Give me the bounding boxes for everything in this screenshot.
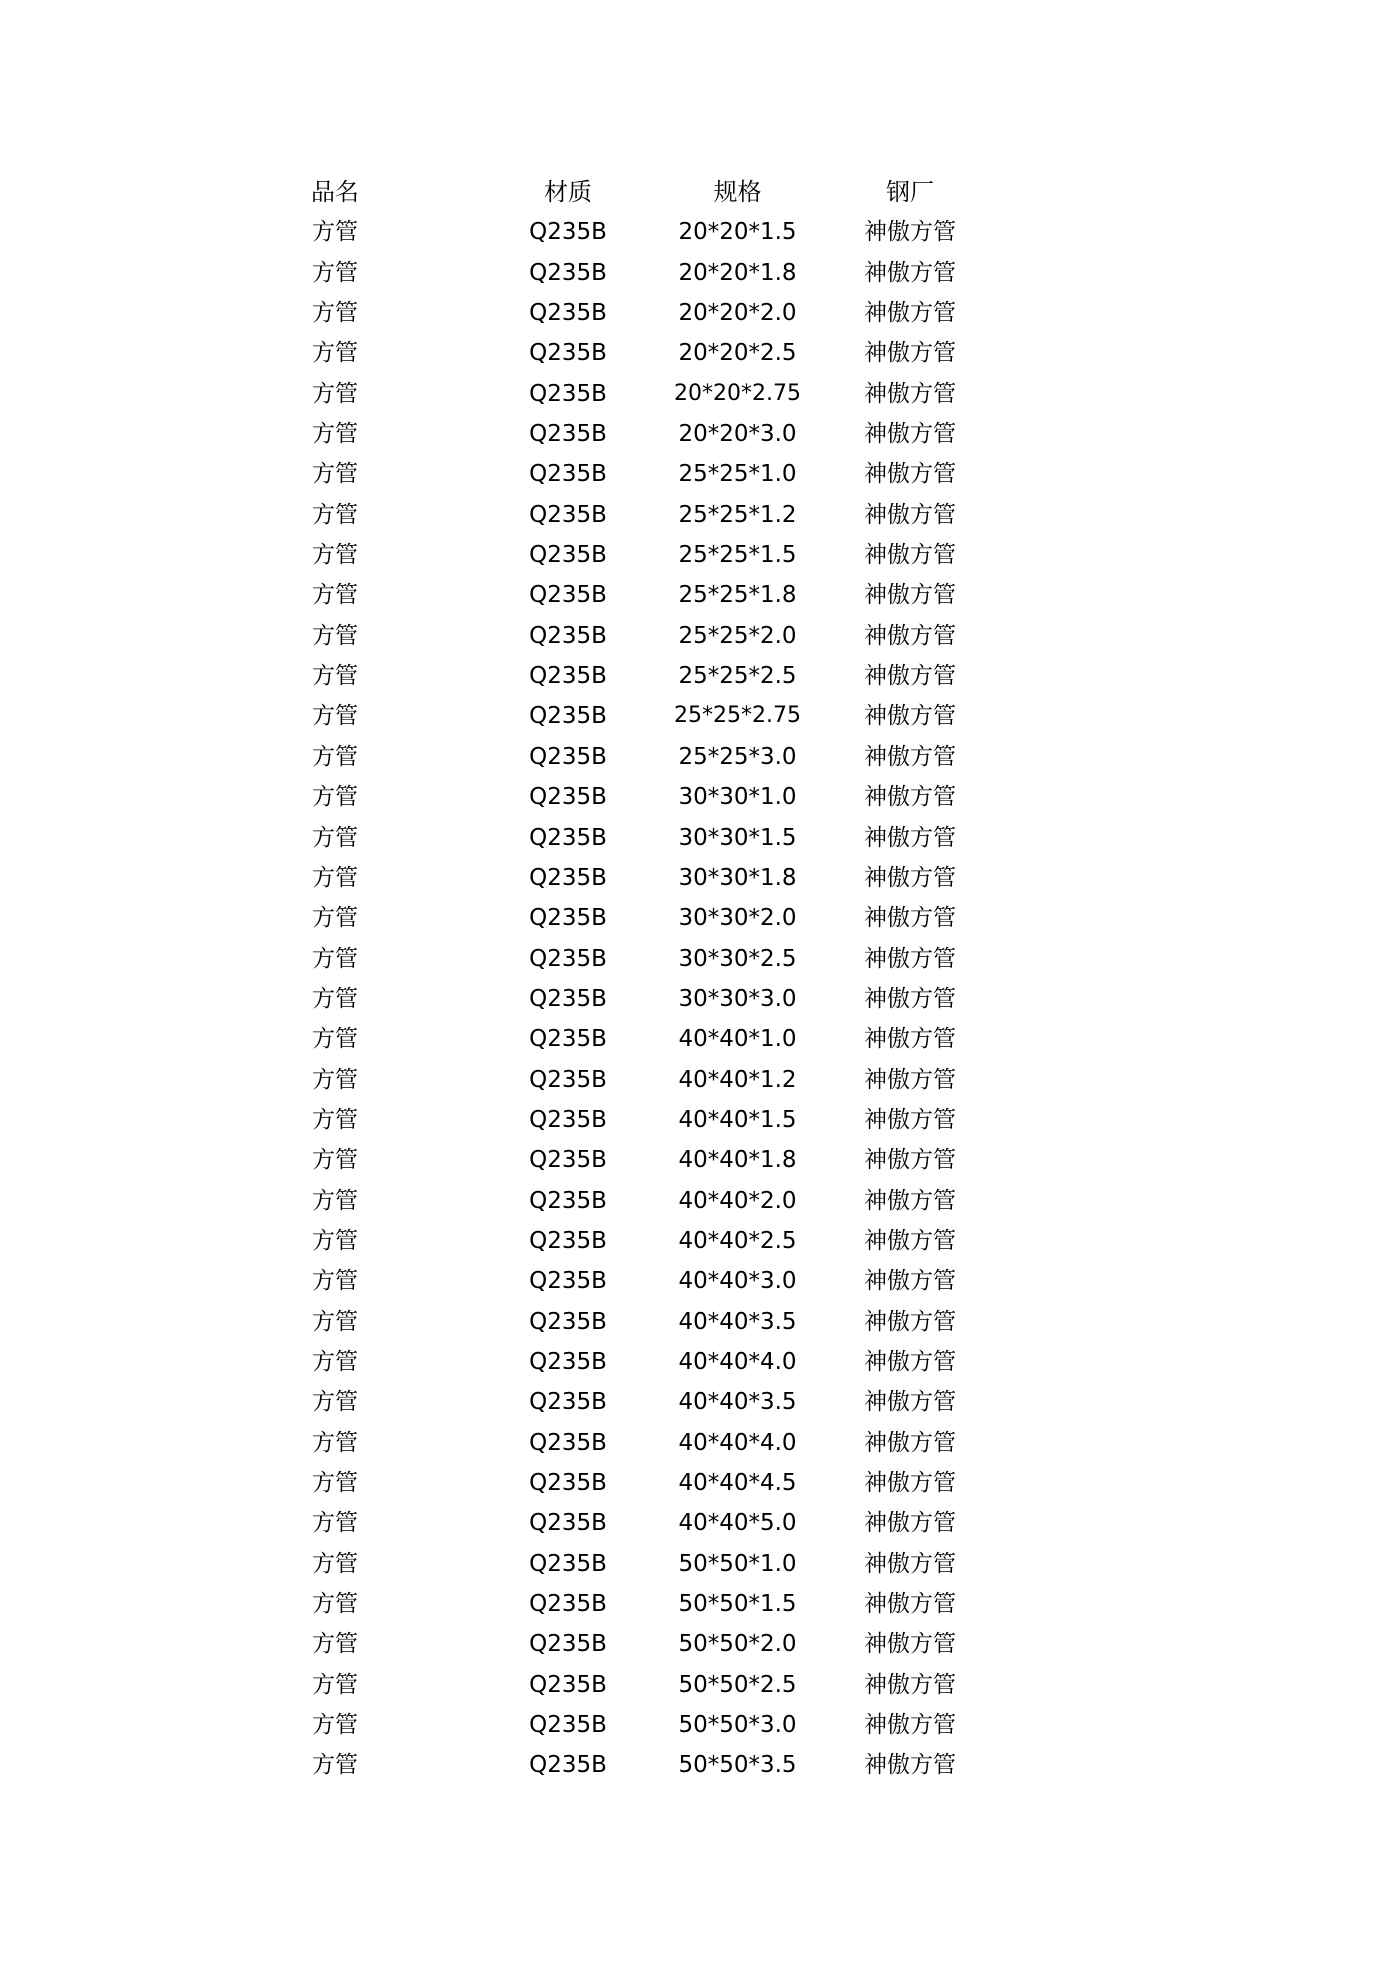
cell-specification: 40*40*3.0 <box>678 1268 797 1295</box>
table-row <box>300 1624 1000 1664</box>
cell-steel-mill: 神傲方管 <box>864 1268 956 1295</box>
table-row <box>300 212 1000 252</box>
table-row <box>300 535 1000 575</box>
table-row <box>300 1140 1000 1180</box>
cell-specification: 50*50*3.0 <box>678 1712 797 1739</box>
cell-steel-mill: 神傲方管 <box>864 380 956 407</box>
cell-material: Q235B <box>529 1389 607 1416</box>
cell-specification: 50*50*2.0 <box>678 1631 797 1658</box>
cell-product-name: 方管 <box>312 784 358 811</box>
cell-specification: 20*20*1.5 <box>678 219 797 246</box>
cell-product-name: 方管 <box>312 1106 358 1133</box>
cell-steel-mill: 神傲方管 <box>864 703 956 730</box>
cell-specification: 30*30*2.5 <box>678 945 797 972</box>
cell-steel-mill: 神傲方管 <box>864 1026 956 1053</box>
cell-product-name: 方管 <box>312 1348 358 1375</box>
cell-material: Q235B <box>529 985 607 1012</box>
cell-material: Q235B <box>529 1187 607 1214</box>
cell-specification: 40*40*1.0 <box>678 1026 797 1053</box>
cell-product-name: 方管 <box>312 1389 358 1416</box>
cell-steel-mill: 神傲方管 <box>864 1550 956 1577</box>
cell-material: Q235B <box>529 1470 607 1496</box>
cell-specification: 40*40*2.0 <box>678 1187 797 1214</box>
cell-steel-mill: 神傲方管 <box>864 340 956 367</box>
cell-product-name: 方管 <box>312 501 358 528</box>
cell-specification: 20*20*2.75 <box>674 380 801 406</box>
table-row <box>300 1181 1000 1221</box>
table-row <box>300 1221 1000 1261</box>
cell-product-name: 方管 <box>312 219 358 246</box>
cell-product-name: 方管 <box>312 1147 358 1174</box>
cell-material: Q235B <box>529 1147 607 1174</box>
cell-steel-mill: 神傲方管 <box>864 1671 956 1698</box>
cell-steel-mill: 神傲方管 <box>864 1308 956 1335</box>
cell-product-name: 方管 <box>312 340 358 367</box>
cell-steel-mill: 神傲方管 <box>864 1591 956 1618</box>
cell-steel-mill: 神傲方管 <box>864 1227 956 1254</box>
cell-material: Q235B <box>529 1712 607 1739</box>
cell-specification: 30*30*1.0 <box>678 784 797 811</box>
cell-material: Q235B <box>529 945 607 972</box>
table-row <box>300 1100 1000 1140</box>
cell-product-name: 方管 <box>312 380 358 407</box>
cell-steel-mill: 神傲方管 <box>864 1510 956 1537</box>
cell-material: Q235B <box>529 703 607 730</box>
column-header-specification: 规格 <box>713 178 762 206</box>
cell-material: Q235B <box>529 1550 607 1577</box>
table-row <box>300 656 1000 696</box>
table-row <box>300 1261 1000 1301</box>
cell-steel-mill: 神傲方管 <box>864 501 956 528</box>
cell-specification: 40*40*4.0 <box>678 1429 797 1456</box>
cell-specification: 25*25*2.75 <box>674 703 801 729</box>
cell-product-name: 方管 <box>312 1591 358 1618</box>
column-header-steel-mill: 钢厂 <box>886 178 934 206</box>
table-row <box>300 979 1000 1019</box>
column-header-product-name: 品名 <box>311 178 359 206</box>
cell-product-name: 方管 <box>312 864 358 891</box>
table-row <box>300 575 1000 615</box>
column-header-material: 材质 <box>544 178 592 206</box>
cell-product-name: 方管 <box>312 622 358 649</box>
cell-product-name: 方管 <box>312 824 358 851</box>
cell-steel-mill: 神傲方管 <box>864 1631 956 1658</box>
table-row <box>300 1060 1000 1100</box>
cell-specification: 25*25*2.5 <box>678 663 797 690</box>
cell-product-name: 方管 <box>312 1066 358 1093</box>
table-row <box>300 414 1000 454</box>
cell-material: Q235B <box>529 824 607 851</box>
cell-material: Q235B <box>529 421 607 448</box>
table-row <box>300 1382 1000 1422</box>
cell-specification: 40*40*4.0 <box>678 1348 797 1375</box>
cell-product-name: 方管 <box>312 1470 358 1496</box>
cell-specification: 20*20*3.0 <box>678 421 797 448</box>
table-row <box>300 1544 1000 1584</box>
cell-product-name: 方管 <box>312 1550 358 1577</box>
cell-material: Q235B <box>529 1752 607 1779</box>
table-row <box>300 858 1000 898</box>
cell-steel-mill: 神傲方管 <box>864 622 956 649</box>
cell-specification: 20*20*2.0 <box>678 300 797 327</box>
cell-specification: 30*30*1.8 <box>678 864 797 891</box>
table-row <box>300 1302 1000 1342</box>
cell-material: Q235B <box>529 1429 607 1456</box>
table-header-row <box>300 172 1000 212</box>
cell-material: Q235B <box>529 1268 607 1295</box>
cell-product-name: 方管 <box>312 1429 358 1456</box>
table-row <box>300 1019 1000 1059</box>
cell-steel-mill: 神傲方管 <box>864 743 956 770</box>
cell-material: Q235B <box>529 1308 607 1335</box>
cell-material: Q235B <box>529 461 607 488</box>
product-table <box>300 172 1000 1786</box>
cell-steel-mill: 神傲方管 <box>864 542 956 569</box>
cell-product-name: 方管 <box>312 985 358 1012</box>
cell-steel-mill: 神傲方管 <box>864 1429 956 1456</box>
cell-product-name: 方管 <box>312 542 358 569</box>
cell-steel-mill: 神傲方管 <box>864 1752 956 1779</box>
cell-material: Q235B <box>529 259 607 286</box>
cell-material: Q235B <box>529 380 607 407</box>
cell-product-name: 方管 <box>312 1671 358 1698</box>
cell-steel-mill: 神傲方管 <box>864 1066 956 1093</box>
cell-steel-mill: 神傲方管 <box>864 663 956 690</box>
cell-material: Q235B <box>529 501 607 528</box>
cell-product-name: 方管 <box>312 1308 358 1335</box>
cell-specification: 25*25*3.0 <box>678 743 797 770</box>
cell-steel-mill: 神傲方管 <box>864 784 956 811</box>
table-row <box>300 818 1000 858</box>
cell-steel-mill: 神傲方管 <box>864 1187 956 1214</box>
cell-material: Q235B <box>529 1066 607 1093</box>
cell-steel-mill: 神傲方管 <box>864 864 956 891</box>
cell-specification: 20*20*1.8 <box>678 259 797 286</box>
cell-steel-mill: 神傲方管 <box>864 985 956 1012</box>
table-row <box>300 1342 1000 1382</box>
cell-product-name: 方管 <box>312 421 358 448</box>
cell-material: Q235B <box>529 663 607 690</box>
cell-material: Q235B <box>529 622 607 649</box>
table-row <box>300 495 1000 535</box>
cell-steel-mill: 神傲方管 <box>864 1348 956 1375</box>
cell-product-name: 方管 <box>312 1712 358 1739</box>
cell-specification: 20*20*2.5 <box>678 340 797 367</box>
cell-steel-mill: 神傲方管 <box>864 300 956 327</box>
table-row <box>300 293 1000 333</box>
table-row <box>300 1503 1000 1543</box>
cell-specification: 40*40*5.0 <box>678 1510 797 1537</box>
cell-material: Q235B <box>529 1510 607 1537</box>
cell-material: Q235B <box>529 864 607 891</box>
table-row <box>300 939 1000 979</box>
cell-product-name: 方管 <box>312 743 358 770</box>
cell-product-name: 方管 <box>312 300 358 327</box>
table-row <box>300 1584 1000 1624</box>
cell-product-name: 方管 <box>312 1631 358 1658</box>
table-row <box>300 737 1000 777</box>
cell-specification: 25*25*1.8 <box>678 582 797 609</box>
cell-product-name: 方管 <box>312 461 358 488</box>
table-row <box>300 454 1000 494</box>
cell-steel-mill: 神傲方管 <box>864 945 956 972</box>
cell-specification: 40*40*3.5 <box>678 1308 797 1335</box>
table-row <box>300 1745 1000 1785</box>
table-row <box>300 696 1000 736</box>
cell-steel-mill: 神傲方管 <box>864 824 956 851</box>
table-row <box>300 898 1000 938</box>
cell-steel-mill: 神傲方管 <box>864 421 956 448</box>
cell-steel-mill: 神傲方管 <box>864 1470 956 1496</box>
cell-material: Q235B <box>529 340 607 367</box>
cell-specification: 50*50*2.5 <box>678 1671 797 1698</box>
cell-steel-mill: 神傲方管 <box>864 461 956 488</box>
cell-specification: 40*40*3.5 <box>678 1389 797 1416</box>
cell-specification: 25*25*1.0 <box>678 461 797 488</box>
cell-product-name: 方管 <box>312 582 358 609</box>
cell-material: Q235B <box>529 542 607 569</box>
cell-material: Q235B <box>529 743 607 770</box>
table-row <box>300 777 1000 817</box>
cell-material: Q235B <box>529 1106 607 1133</box>
cell-material: Q235B <box>529 1026 607 1053</box>
cell-specification: 40*40*1.8 <box>678 1147 797 1174</box>
cell-steel-mill: 神傲方管 <box>864 582 956 609</box>
cell-specification: 25*25*2.0 <box>678 622 797 649</box>
cell-specification: 30*30*3.0 <box>678 985 797 1012</box>
cell-specification: 25*25*1.2 <box>678 501 797 528</box>
table-row <box>300 1705 1000 1745</box>
cell-steel-mill: 神傲方管 <box>864 259 956 286</box>
cell-product-name: 方管 <box>312 1187 358 1214</box>
cell-steel-mill: 神傲方管 <box>864 1106 956 1133</box>
cell-product-name: 方管 <box>312 703 358 730</box>
cell-material: Q235B <box>529 1671 607 1698</box>
cell-specification: 40*40*1.2 <box>678 1066 797 1093</box>
table-row <box>300 1463 1000 1503</box>
cell-specification: 30*30*2.0 <box>678 905 797 932</box>
cell-specification: 40*40*2.5 <box>678 1227 797 1254</box>
cell-material: Q235B <box>529 300 607 327</box>
table-row <box>300 1665 1000 1705</box>
cell-steel-mill: 神傲方管 <box>864 905 956 932</box>
cell-specification: 50*50*1.5 <box>678 1591 797 1618</box>
cell-product-name: 方管 <box>312 1227 358 1254</box>
cell-specification: 40*40*4.5 <box>678 1470 797 1496</box>
cell-steel-mill: 神傲方管 <box>864 1389 956 1416</box>
cell-specification: 30*30*1.5 <box>678 824 797 851</box>
cell-product-name: 方管 <box>312 1026 358 1053</box>
cell-specification: 40*40*1.5 <box>678 1106 797 1133</box>
cell-material: Q235B <box>529 1348 607 1375</box>
cell-specification: 50*50*1.0 <box>678 1550 797 1577</box>
cell-steel-mill: 神傲方管 <box>864 1712 956 1739</box>
cell-material: Q235B <box>529 582 607 609</box>
cell-product-name: 方管 <box>312 259 358 286</box>
cell-product-name: 方管 <box>312 905 358 932</box>
cell-product-name: 方管 <box>312 1752 358 1779</box>
cell-steel-mill: 神傲方管 <box>864 1147 956 1174</box>
cell-specification: 25*25*1.5 <box>678 542 797 569</box>
cell-material: Q235B <box>529 784 607 811</box>
cell-product-name: 方管 <box>312 663 358 690</box>
table-row <box>300 253 1000 293</box>
cell-product-name: 方管 <box>312 1268 358 1295</box>
cell-product-name: 方管 <box>312 945 358 972</box>
cell-material: Q235B <box>529 1631 607 1658</box>
table-row <box>300 1423 1000 1463</box>
cell-material: Q235B <box>529 219 607 246</box>
table-row <box>300 374 1000 414</box>
table-body <box>300 212 1000 1785</box>
cell-steel-mill: 神傲方管 <box>864 219 956 246</box>
cell-material: Q235B <box>529 1591 607 1618</box>
cell-material: Q235B <box>529 905 607 932</box>
cell-material: Q235B <box>529 1227 607 1254</box>
table-row <box>300 333 1000 373</box>
cell-specification: 50*50*3.5 <box>678 1752 797 1779</box>
cell-product-name: 方管 <box>312 1510 358 1537</box>
table-row <box>300 616 1000 656</box>
